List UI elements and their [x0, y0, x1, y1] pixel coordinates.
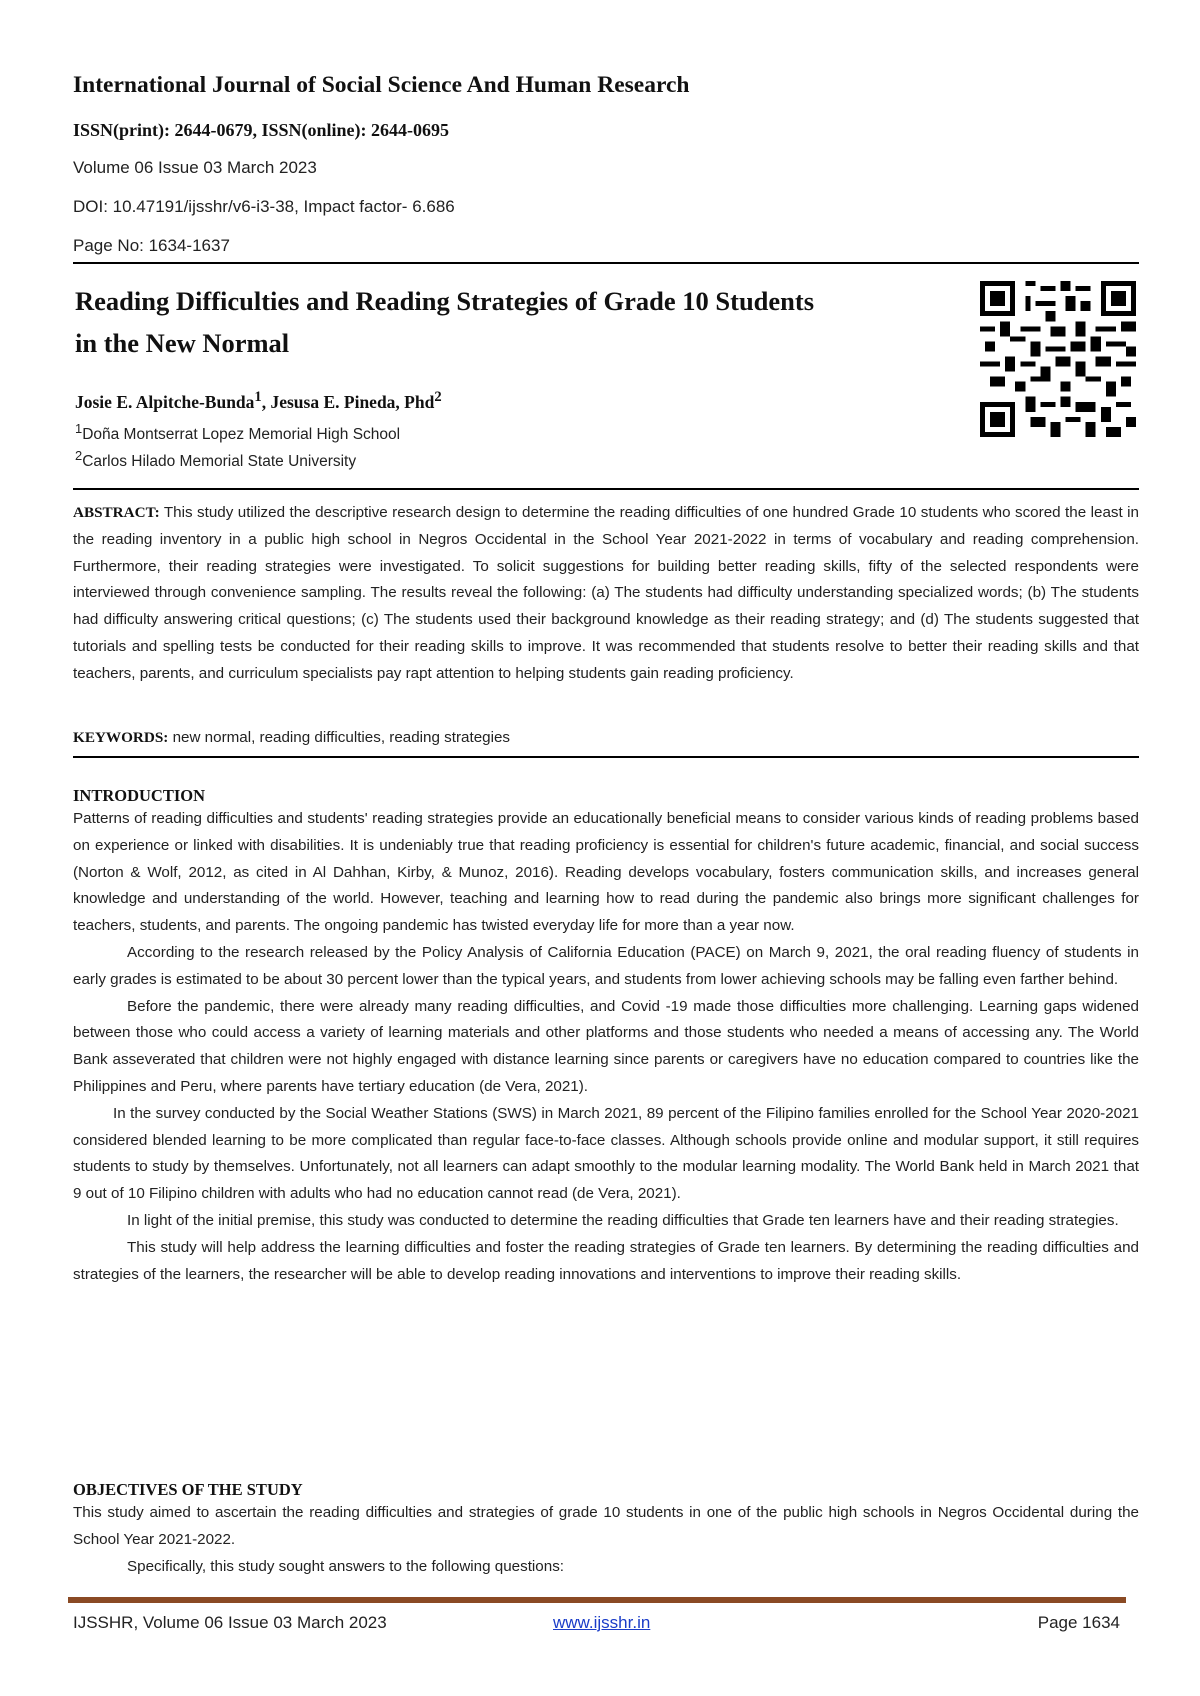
keywords-label: KEYWORDS:	[73, 729, 169, 746]
affiliation-2	[75, 448, 356, 471]
journal-website-link[interactable]: www.ijsshr.in	[553, 1613, 651, 1632]
intro-paragraph-5: In light of the initial premise, this study was conducted to determine the reading difficulties that Grade ten learners have and their reading strategies.	[127, 1211, 1119, 1229]
keywords	[73, 729, 510, 747]
intro-paragraph-1: Patterns of reading difficulties and students' reading strategies provide an educationally beneficial means to consider various kinds of reading problems based on experience or linked with disabilities. It is undeniably true that reading proficiency is essential for children's future academic, financial, and social success (Norton & Wolf, 2012, as cited in Al Dahhan, Kirby, & Munoz, 2016). Reading develops vocabulary, fosters communication skills, and increases general knowledge and understanding of the world. However, teaching and learning how to read during the pandemic also brings more significant challenges for teachers, students, and parents. The ongoing pandemic has twisted everyday life for more than a year now.	[73, 810, 1139, 935]
title-line-2: in the New Normal	[75, 328, 290, 358]
issn-line: ISSN(print): 2644-0679, ISSN(online): 2644-0695	[73, 120, 450, 140]
objectives-paragraph-2: Specifically, this study sought answers to the following questions:	[127, 1557, 565, 1575]
footer-journal: IJSSHR, Volume 06 Issue 03 March 2023	[73, 1613, 387, 1632]
abstract-text: This study utilized the descriptive research design to determine the reading difficulties of one hundred Grade 10 students who scored the least in the reading inventory in a public high school in Negros Occidental in the School Year 2021-2022 in terms of vocabulary and reading comprehension. Furthermore, their reading strategies were investigated. To solicit suggestions for building better reading skills, fifty of the selected respondents were interviewed through convenience sampling. The results reveal the following: (a) The students had difficulty understanding specialized words; (b) The students had difficulty answering critical questions; (c) The students used their background knowledge as their reading strategy; and (d) The students suggested that tutorials and spelling tests be conducted for their reading skills to improve. It was recommended that students resolve to better their reading skills and that teachers, parents, and curriculum specialists pay rapt attention to helping students gain reading proficiency.	[73, 504, 1139, 682]
objectives-paragraph-1: This study aimed to ascertain the reading difficulties and strategies of grade 10 students in one of the public high schools in Negros Occidental during the School Year 2021-2022.	[73, 1504, 1139, 1548]
article-title	[75, 280, 975, 364]
affiliation-1	[75, 421, 400, 444]
affiliation-1-marker: 1	[75, 421, 83, 436]
author-2: Jesusa E. Pineda, Phd	[270, 391, 435, 412]
author-1: Josie E. Alpitche-Bunda	[75, 391, 255, 412]
affiliation-2-marker: 2	[75, 448, 83, 463]
intro-paragraph-2: According to the research released by the Policy Analysis of California Education (PACE) on March 9, 2021, the oral reading fluency of students in early grades is estimated to be about 30 percent lower than the typical years, and students from lower achieving schools may be falling even farther behind.	[73, 943, 1139, 988]
introduction-heading: INTRODUCTION	[73, 786, 206, 805]
abstract-label: ABSTRACT:	[73, 504, 160, 521]
qr-code-icon	[980, 281, 1136, 437]
title-line-1: Reading Difficulties and Reading Strategies of Grade 10 Students	[75, 286, 815, 316]
keywords-text: new normal, reading difficulties, reading strategies	[172, 729, 510, 746]
intro-paragraph-4: In the survey conducted by the Social Weather Stations (SWS) in March 2021, 89 percent of the Filipino families enrolled for the School Year 2020-2021 considered blended learning to be more complicated than regular face-to-face classes. Although schools provide online and modular support, it still requires students to study by themselves. Unfortunately, not all learners can adapt smoothly to the modular learning modality. The World Bank held in March 2021 that 9 out of 10 Filipino children with adults who had no education cannot read (de Vera, 2021).	[73, 1104, 1139, 1203]
abstract-top-rule	[73, 488, 1139, 490]
doi-line: DOI: 10.47191/ijsshr/v6-i3-38, Impact factor- 6.686	[73, 197, 455, 216]
introduction-body	[73, 806, 1139, 1288]
objectives-body	[73, 1500, 1139, 1580]
affiliation-2-text: Carlos Hilado Memorial State University	[82, 453, 357, 471]
author-separator: ,	[261, 391, 271, 412]
journal-name: International Journal of Social Science And Human Research	[73, 72, 690, 98]
affiliation-1-text: Doña Montserrat Lopez Memorial High School	[82, 426, 401, 444]
author-list	[75, 389, 442, 413]
volume-line: Volume 06 Issue 03 March 2023	[73, 158, 317, 177]
header-rule	[73, 262, 1139, 264]
page-range: Page No: 1634-1637	[73, 236, 230, 255]
abstract-bottom-rule	[73, 756, 1139, 758]
intro-paragraph-3: Before the pandemic, there were already many reading difficulties, and Covid -19 made those difficulties more challenging. Learning gaps widened between those who could access a variety of learning materials and other platforms and those students who needed a means of accessing any. The World Bank asseverated that children were not highly engaged with distance learning since parents or caregivers have no education compared to countries like the Philippines and Peru, where parents have tertiary education (de Vera, 2021).	[73, 997, 1139, 1095]
abstract	[73, 500, 1139, 688]
footer-page-number: Page 1634	[1037, 1613, 1120, 1632]
footer-bar	[68, 1597, 1126, 1603]
intro-paragraph-6: This study will help address the learning difficulties and foster the reading strategies of Grade ten learners. By determining the reading difficulties and strategies of the learners, the researcher will be able to develop reading innovations and interventions to improve their reading skills.	[73, 1238, 1139, 1283]
objectives-heading: OBJECTIVES OF THE STUDY	[73, 1480, 303, 1499]
author-2-marker: 2	[434, 389, 442, 405]
author-1-marker: 1	[254, 389, 262, 405]
